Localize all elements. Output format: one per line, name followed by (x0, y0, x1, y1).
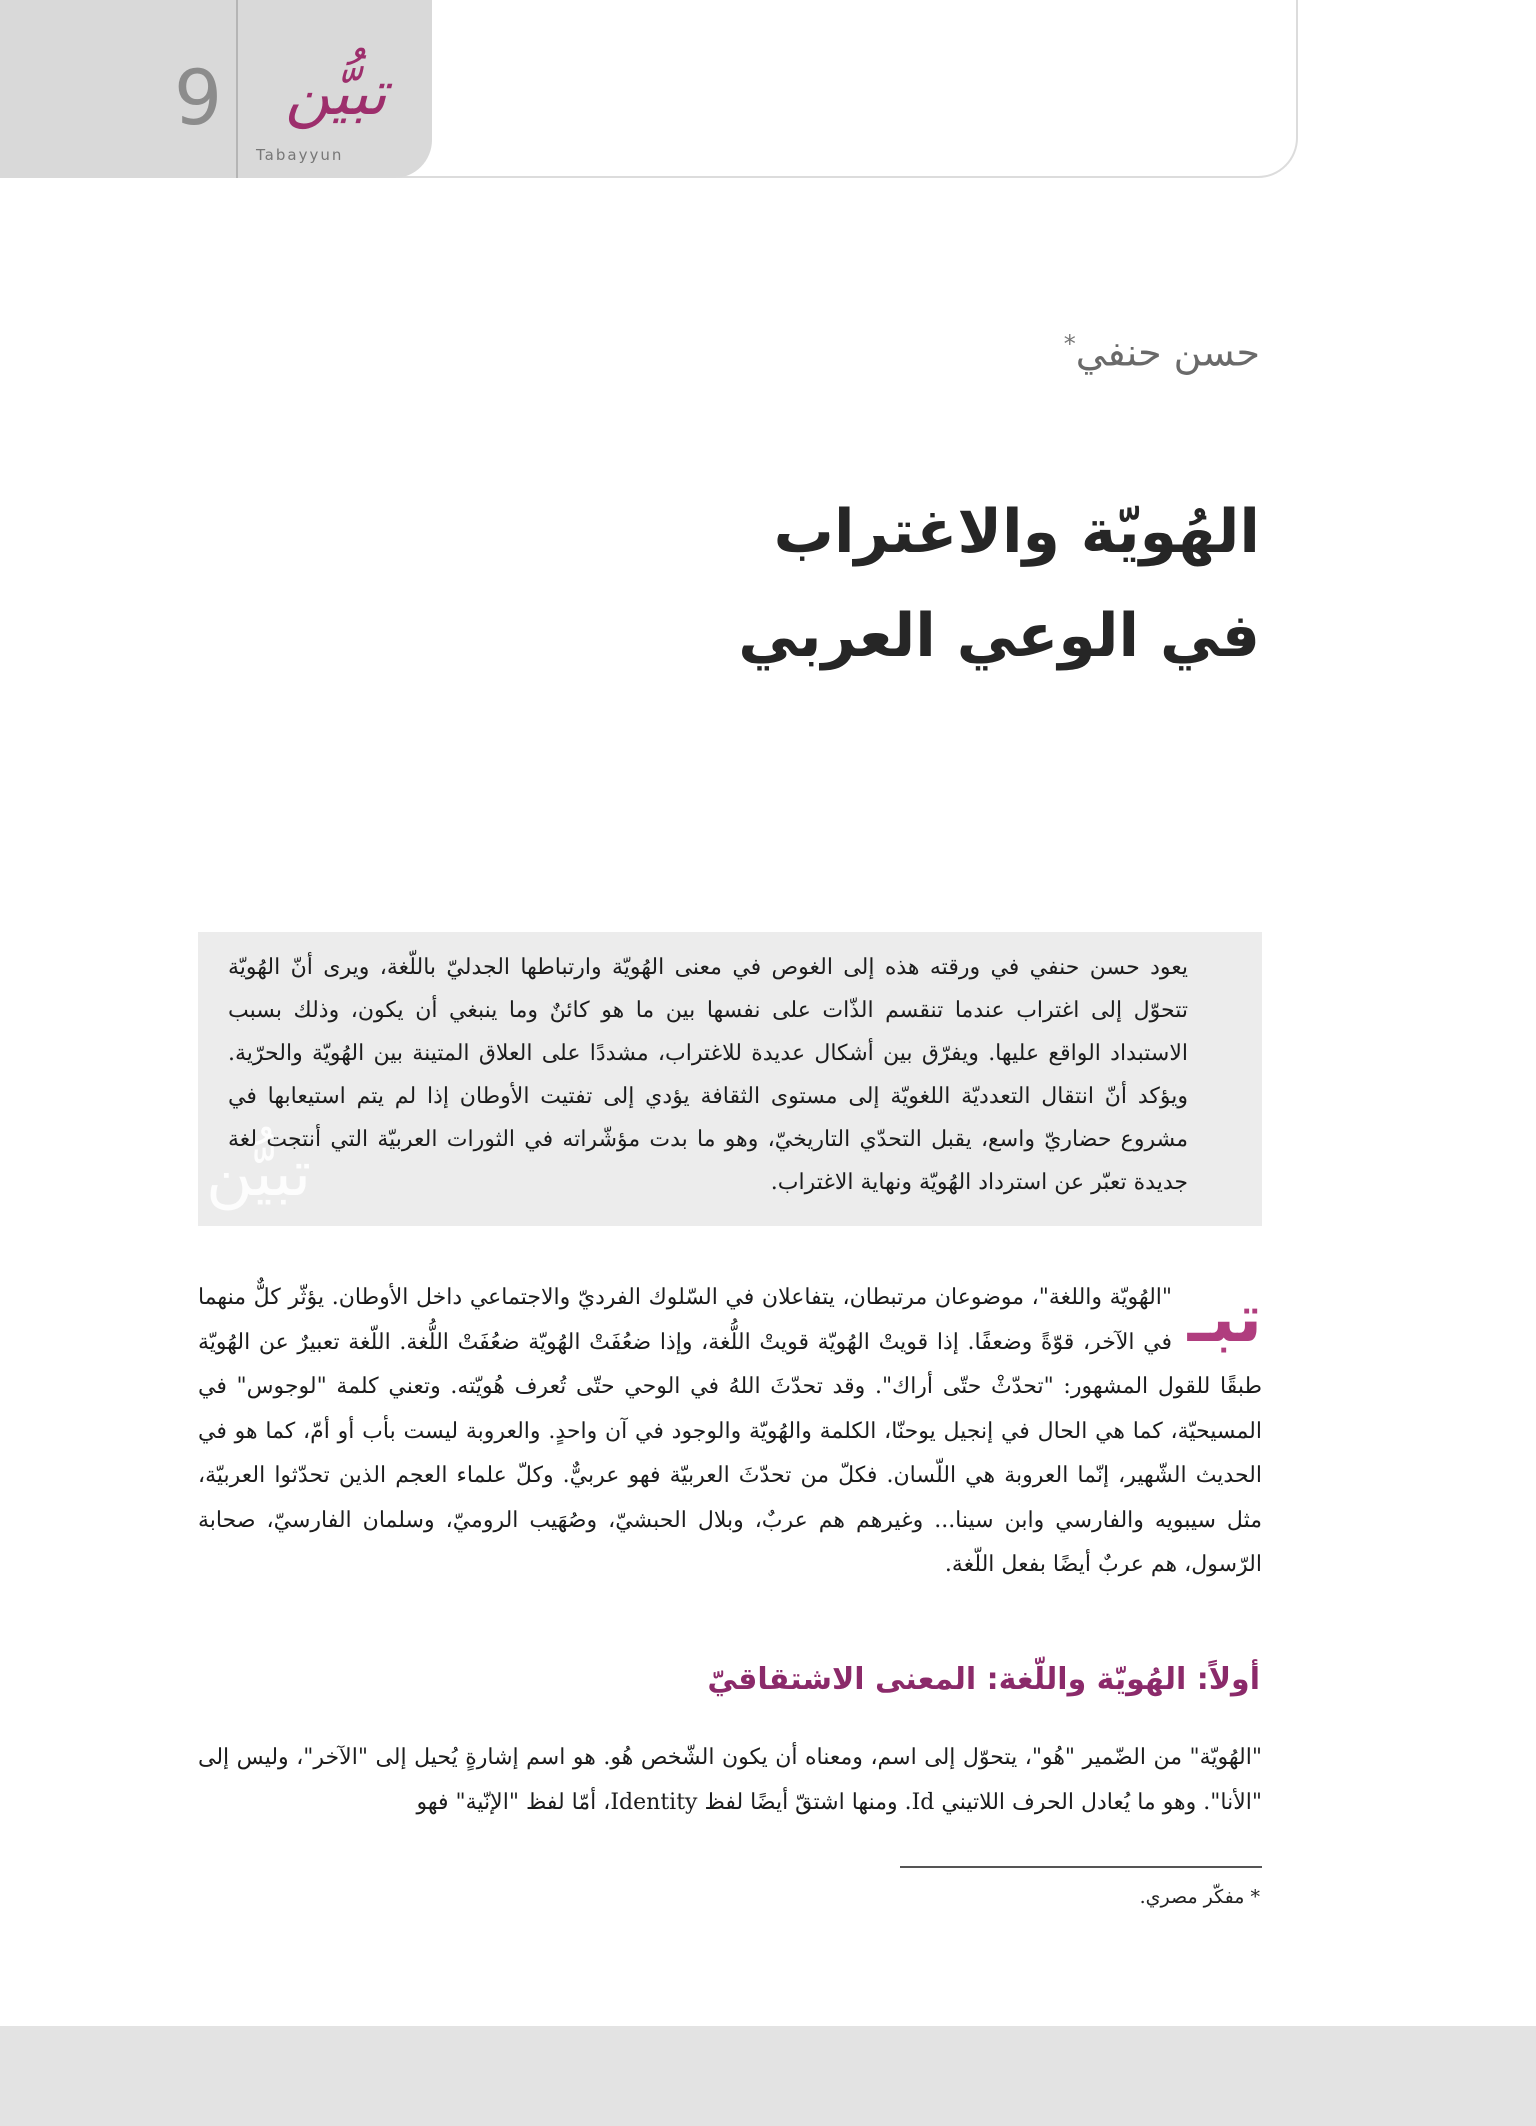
intro-text: "الهُويّة واللغة"، موضوعان مرتبطان، يتفاعلان في السّلوك الفرديّ والاجتماعي داخل الأوطان. يؤثّر كلٌّ منهما في الآخر، قوّةً وضعفًا. إذا قويتْ الهُويّة قويتْ اللُّغة، وإذا ضعُفَتْ الهُويّة ضعُفَتْ اللُّغة. اللّغة تعبيرٌ عن الهُويّة طبقًا للقول المشهور: "تحدّثْ حتّى أراك". وقد تحدّثَ اللهُ في الوحي حتّى تُعرف هُويّته. وتعني كلمة "لوجوس" في المسيحيّة، كما هي الحال في إنجيل يوحنّا، الكلمة والهُويّة والوجود في آن واحدٍ. والعروبة ليست بأب أو أمّ، كما هو في الحديث الشّهير، إنّما العروبة هي اللّسان. فكلّ من تحدّثَ العربيّة فهو عربيٌّ. وكلّ علماء العجم الذين تحدّثوا العربيّة، مثل سيبويه والفارسي وابن سينا... وغيرهم هم عربٌ، وبلال الحبشيّ، وصُهَيب الروميّ، وسلمان الفارسيّ، صحابة الرّسول، هم عربٌ أيضًا بفعل اللّغة. (198, 1285, 1262, 1577)
abstract-watermark: تبيُّن (206, 1137, 312, 1211)
author-name: حسن حنفي (1075, 330, 1260, 375)
page-number: 9 (173, 53, 223, 142)
title-line-2: في الوعي العربي (738, 601, 1260, 671)
article-title (560, 480, 1260, 688)
footnote-divider (900, 1866, 1262, 1868)
abstract-text: يعود حسن حنفي في ورقته هذه إلى الغوص في معنى الهُويّة وارتباطها الجدليّ باللّغة، ويرى أنّ الهُويّة تتحوّل إلى اغتراب عندما تنقسم الذّات على نفسها بين ما هو كائنٌ وما ينبغي أن يكون، وذلك بسبب الاستبداد الواقع عليها. ويفرّق بين أشكال عديدة للاغتراب، مشددًا على العلاق المتينة بين الهُويّة والحرّية. ويؤكد أنّ انتقال التعدديّة اللغويّة إلى مستوى الثقافة يؤدي إلى تفتيت الأوطان إذا لم يتم استيعابها في مشروع حضاريّ واسع، يقبل التحدّي التاريخيّ، وهو ما بدت مؤشّراته في الثورات العربيّة التي أنتجت لغة جديدة تعبّر عن استرداد الهُويّة ونهاية الاغتراب. (228, 955, 1188, 1195)
journal-logo-latin: Tabayyun (256, 146, 344, 164)
abstract-box (198, 932, 1262, 1226)
header-divider (236, 0, 238, 178)
intro-paragraph (198, 1276, 1262, 1588)
drop-cap-logo: تبـ (1187, 1280, 1262, 1357)
section-heading: أولاً: الهُويّة واللّغة: المعنى الاشتقاقيّ (707, 1662, 1260, 1697)
journal-logo-arabic: تبيُّن (285, 56, 387, 129)
footnote-text: مفكّر مصري. (1139, 1886, 1245, 1908)
footnote (1140, 1886, 1260, 1908)
title-line-1: الهُويّة والاغتراب (773, 497, 1260, 567)
author-footnote-mark: * (1063, 330, 1076, 358)
article-author (1064, 330, 1260, 375)
footer-band (0, 2026, 1536, 2126)
journal-logo-block (0, 0, 432, 178)
footnote-mark: * (1250, 1886, 1260, 1908)
section-paragraph: "الهُويّة" من الضّمير "هُو"، يتحوّل إلى اسم، ومعناه أن يكون الشّخص هُو. هو اسم إشارةٍ يُحيل إلى "الآخر"، وليس إلى "الأنا". وهو ما يُعادل الحرف اللاتيني Id. ومنها اشتقّ أيضًا لفظ Identity، أمّا لفظ "الإنّية" فهو (198, 1745, 1262, 1815)
